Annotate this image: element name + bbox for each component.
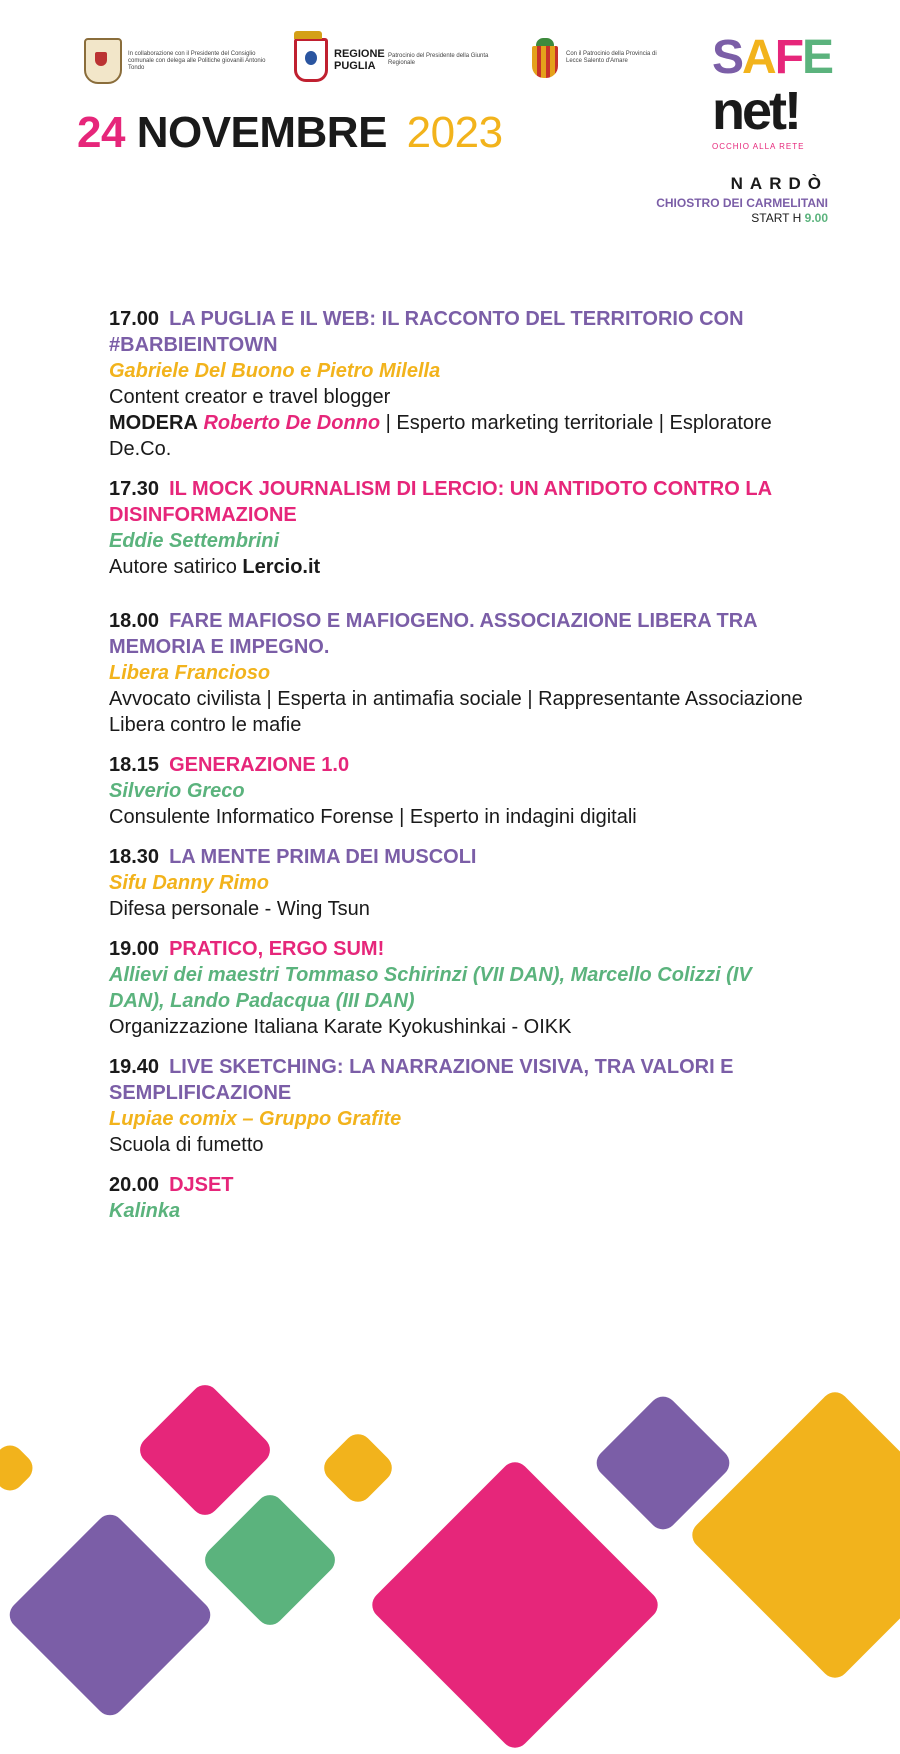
event-moderator-row	[109, 410, 809, 462]
event-title: FARE MAFIOSO E MAFIOGENO. ASSOCIAZIONE LIBERA TRA MEMORIA E IMPEGNO.	[109, 610, 757, 658]
venue-city: NARDÒ	[730, 174, 828, 193]
event-title-row	[109, 306, 809, 358]
event-description: Organizzazione Italiana Karate Kyokushinkai - OIKK	[109, 1016, 572, 1038]
decor-yellow-diamond-center	[318, 1428, 397, 1507]
patron-comune-text: In collaborazione con il Presidente del Consiglio comunale con delega alle Politiche giovanili Antonio Tondo	[128, 50, 266, 71]
event-speaker: Silverio Greco	[109, 780, 245, 802]
patron-regione-text: Patrocinio del Presidente della Giunta Regionale	[388, 53, 489, 66]
event-item	[109, 476, 809, 580]
patron-provincia-text: Con il Patrocinio della Provincia di Lecce Salento d'Amare	[566, 51, 657, 64]
event-speaker: Lupiae comix – Gruppo Grafite	[109, 1108, 402, 1130]
event-speaker: Sifu Danny Rimo	[109, 872, 270, 894]
event-item	[109, 1172, 809, 1224]
event-item	[109, 608, 809, 738]
logo-line2: net!	[712, 81, 799, 141]
event-title: DJSET	[169, 1174, 234, 1196]
event-description: Scuola di fumetto	[109, 1134, 264, 1156]
event-title-row	[109, 844, 809, 870]
start-label: START H	[751, 211, 802, 225]
decor-yellow-diamond-small-left	[0, 1440, 38, 1497]
event-description: Consulente Informatico Forense | Esperto in indagini digitali	[109, 806, 637, 828]
venue-start	[656, 211, 828, 225]
event-title-row	[109, 1172, 809, 1198]
safenet-logo	[712, 31, 833, 158]
event-time: 18.00	[109, 610, 160, 632]
event-title-row	[109, 1054, 809, 1106]
event-speaker: Libera Francioso	[109, 662, 271, 684]
logo-letter-f: F	[774, 31, 803, 84]
decor-yellow-diamond-large	[687, 1387, 900, 1684]
event-speaker: Eddie Settembrini	[109, 530, 280, 552]
decor-purple-diamond-left	[4, 1509, 216, 1721]
event-time: 17.00	[109, 308, 160, 330]
event-speaker: Gabriele Del Buono e Pietro Milella	[109, 360, 441, 382]
event-time: 18.30	[109, 846, 160, 868]
patron-provincia	[530, 38, 666, 78]
event-time: 19.40	[109, 1056, 160, 1078]
program-list	[109, 306, 809, 1238]
event-time: 19.00	[109, 938, 160, 960]
event-description: Difesa personale - Wing Tsun	[109, 898, 370, 920]
logo-line1	[712, 31, 833, 84]
event-title-row	[109, 936, 809, 962]
date-month: NOVEMBRE	[136, 108, 387, 157]
event-time: 20.00	[109, 1174, 160, 1196]
event-time: 18.15	[109, 754, 160, 776]
moderator-label: MODERA	[109, 412, 198, 434]
venue-place: CHIOSTRO DEI CARMELITANI	[656, 196, 828, 210]
logo-tagline: OCCHIO ALLA RETE	[712, 142, 805, 151]
event-description-row	[109, 554, 809, 580]
event-item	[109, 844, 809, 922]
event-item	[109, 306, 809, 462]
venue-block	[656, 174, 828, 225]
logo-letter-a: A	[742, 31, 775, 84]
event-title: LIVE SKETCHING: LA NARRAZIONE VISIVA, TRA VALORI E SEMPLIFICAZIONE	[109, 1056, 734, 1104]
event-speaker: Allievi dei maestri Tommaso Schirinzi (VII DAN), Marcello Colizzi (IV DAN), Lando Padacqua (III DAN)	[109, 964, 752, 1012]
moderator-name: Roberto De Donno	[203, 412, 381, 434]
provincia-lecce-crest-icon	[530, 38, 560, 78]
patron-comune	[84, 38, 268, 84]
start-time: 9.00	[804, 211, 828, 225]
event-description: Avvocato civilista | Esperta in antimafia sociale | Rappresentante Associazione Libera contro le mafie	[109, 688, 803, 736]
event-title: PRATICO, ERGO SUM!	[169, 938, 385, 960]
event-item	[109, 752, 809, 830]
date-year: 2023	[406, 108, 503, 157]
event-date	[77, 108, 503, 158]
regione-puglia-crest-icon	[294, 38, 328, 82]
event-description: Content creator e travel blogger	[109, 386, 391, 408]
moderator-description: | Esperto marketing territoriale | Esploratore De.Co.	[109, 412, 772, 460]
logo-letter-s: S	[712, 31, 743, 84]
decor-pink-diamond-large	[367, 1457, 664, 1754]
event-title: GENERAZIONE 1.0	[169, 754, 350, 776]
regione-name: REGIONE PUGLIA	[334, 48, 385, 72]
event-item	[109, 936, 809, 1040]
event-title-row	[109, 476, 809, 528]
event-title-row	[109, 608, 809, 660]
event-time: 17.30	[109, 478, 160, 500]
event-speaker: Kalinka	[109, 1200, 181, 1222]
decor-green-diamond	[199, 1489, 340, 1630]
decor-pink-diamond	[134, 1379, 275, 1520]
logo-letter-e: E	[802, 31, 833, 84]
event-title: LA MENTE PRIMA DEI MUSCOLI	[169, 846, 477, 868]
event-title-row	[109, 752, 809, 778]
event-item	[109, 1054, 809, 1158]
event-title: IL MOCK JOURNALISM DI LERCIO: UN ANTIDOTO CONTRO LA DISINFORMAZIONE	[109, 478, 772, 526]
comune-crest-icon	[84, 38, 122, 84]
event-description-bold: Lercio.it	[242, 556, 321, 578]
event-title: LA PUGLIA E IL WEB: IL RACCONTO DEL TERRITORIO CON #BARBIEINTOWN	[109, 308, 744, 356]
patron-regione	[294, 38, 508, 82]
date-day: 24	[77, 108, 125, 157]
event-description: Autore satirico	[109, 556, 237, 578]
